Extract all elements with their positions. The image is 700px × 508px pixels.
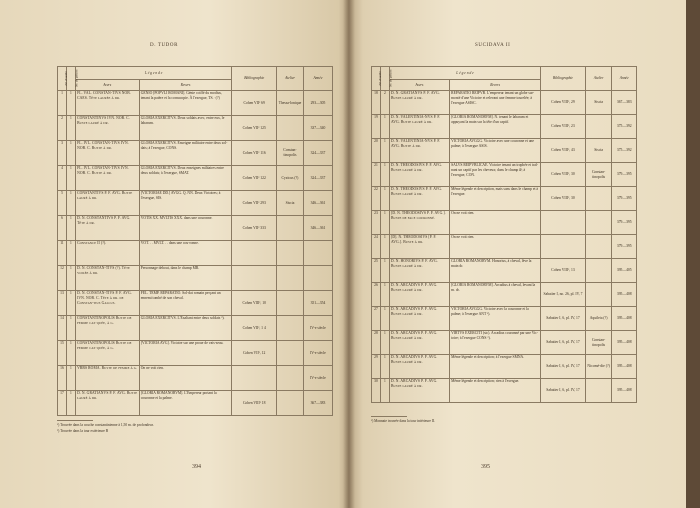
- avers-legend-cell: FL. VAL. CONSTAN-TIVS NOB. CAES. Tête laurée à dr.: [75, 91, 139, 116]
- row-number-cell: 12: [58, 266, 67, 291]
- table-row: [372, 379, 637, 403]
- bibliography-cell: [232, 241, 277, 266]
- bibliography-cell: [232, 266, 277, 291]
- avers-legend-cell: D. N. GRATIANVS P. F. AVG. Buste lauré à dr.: [75, 391, 139, 416]
- atelier-cell: Constan-tinopolis: [277, 141, 304, 166]
- row-number-cell: 14: [58, 316, 67, 341]
- revers-legend-cell: VOTIS XX. MVLTIS XXX. dans une couronne.: [139, 216, 232, 241]
- avers-legend-cell: D. N. CONSTAN-TIVS (?). Tête voilée à dr.: [75, 266, 139, 291]
- piece-count-cell: 1: [380, 235, 389, 259]
- year-cell: 379—395: [612, 163, 637, 187]
- piece-count-cell: 1: [66, 166, 75, 191]
- left-page: [0, 0, 349, 508]
- year-cell: 346—361: [303, 191, 332, 216]
- table-row: [372, 331, 637, 355]
- piece-count-cell: 1: [380, 355, 389, 379]
- revers-legend-cell: REPARATIO REIPVB. L'empereur tenant un globe sur-monté d'une Victoire et relevant une femme tourelée; à l'exergue ASISC.: [449, 91, 540, 115]
- header-legende: L é g e n d e: [75, 67, 231, 80]
- bibliography-cell: Cohen VII² 69: [232, 91, 277, 116]
- atelier-cell: Constan-tinopolis: [585, 331, 612, 355]
- table-row: [58, 291, 333, 316]
- year-cell: IV-e siècle: [303, 366, 332, 391]
- table-row: [372, 187, 637, 211]
- left-footnote-2: ²) Trouvée dans la tour extérieure B: [57, 429, 109, 433]
- atelier-cell: [277, 366, 304, 391]
- header-bibliographie: Bibliographie: [232, 67, 277, 91]
- header-bibliographie: Bibliographie: [541, 67, 586, 91]
- row-number-cell: 18: [372, 91, 381, 115]
- atelier-cell: [585, 379, 612, 403]
- row-number-cell: 26: [372, 283, 381, 307]
- avers-legend-cell: VRBS ROMA. Buste de femme à g.: [75, 366, 139, 391]
- revers-legend-cell: Même légende et description, mais sans dans le champ et à l'exergue.: [449, 187, 540, 211]
- bibliography-cell: Cohen VIII², 30: [541, 163, 586, 187]
- year-cell: 375—392: [612, 115, 637, 139]
- bibliography-cell: Cohen VII² 122: [232, 166, 277, 191]
- book-edge: [686, 0, 700, 508]
- year-cell: 346—361: [303, 216, 332, 241]
- revers-legend-cell: GLORIA EXERCITVS. L'Exaltant entre deux soldats ³).: [139, 316, 232, 341]
- revers-legend-cell: GLORIA ROMANORVM. Honorius, à cheval, lève la main dr.: [449, 259, 540, 283]
- header-nr-piese: Nr. de pièces: [74, 69, 79, 88]
- avers-legend-cell: D. N. ARCADIVS P. F. AVG. Buste lauré à dr.: [389, 307, 449, 331]
- footnote-rule: [57, 420, 93, 421]
- piece-count-cell: 1: [380, 139, 389, 163]
- row-number-cell: 22: [372, 187, 381, 211]
- table-row: [58, 316, 333, 341]
- table-row: [58, 391, 333, 416]
- piece-count-cell: 1: [380, 307, 389, 331]
- row-number-cell: 30: [372, 379, 381, 403]
- row-number-cell: 5: [58, 191, 67, 216]
- atelier-cell: [277, 391, 304, 416]
- revers-legend-cell: [VICTORIA AVG]. Victoire sur une proue de vais-seau.: [139, 341, 232, 366]
- year-cell: [303, 241, 332, 266]
- right-page-number: 395: [481, 464, 490, 470]
- avers-legend-cell: D. N. CONSTAN-TIVS P. F. AVG. IVN. NOB. C. Tête à dr. de Constan-tius Gallus.: [75, 291, 139, 316]
- left-footnote-1: ¹) Trouvée dans la couche constantinienne à 1,50 m. de profondeur.: [57, 423, 154, 427]
- table-row: [58, 366, 333, 391]
- year-cell: 395—408: [612, 355, 637, 379]
- piece-count-cell: 1: [66, 316, 75, 341]
- header-annee: Année: [303, 67, 332, 91]
- avers-legend-cell: D. N. THEODOSIVS P. F. AVG. Buste lauré à dr.: [389, 187, 449, 211]
- avers-legend-cell: D. N. ARCADIVS P. F. AVG. Buste lauré à dr.: [389, 331, 449, 355]
- revers-legend-cell: [GLORIA ROMANORVM]. L'Empereur portant la couronne et la palme.: [139, 391, 232, 416]
- footnote-rule: [371, 416, 407, 417]
- right-running-head: SUCIDAVA II: [475, 43, 511, 48]
- avers-legend-cell: CONSTANTINOPOLIS Buste de femme cas-quée, à g.: [75, 341, 139, 366]
- atelier-cell: [277, 291, 304, 316]
- atelier-cell: [585, 235, 612, 259]
- piece-count-cell: 1: [66, 366, 75, 391]
- piece-count-cell: 1: [66, 91, 75, 116]
- revers-legend-cell: SALVS REIPVBLICAE. Victoire tenant un trophée et traî-nant un captif par les cheveux; dans le champ ₽; à l'exergue, CON.: [449, 163, 540, 187]
- book-gutter: [343, 0, 355, 508]
- bibliography-cell: Sabatier I, 6, pl. IV, 17: [541, 379, 586, 403]
- header-avers: Avers: [389, 80, 449, 91]
- table-row: [58, 216, 333, 241]
- year-cell: 351—354: [303, 291, 332, 316]
- year-cell: 375—392: [612, 139, 637, 163]
- atelier-cell: Nicomé-die (?): [585, 355, 612, 379]
- header-nr-ordine: Nr. d'ordre: [378, 71, 383, 86]
- header-avers: Avers: [75, 80, 139, 91]
- avers-legend-cell: D. N. ARCADIVS P. F. AVG. Buste lauré à dr.: [389, 283, 449, 307]
- piece-count-cell: 1: [380, 283, 389, 307]
- row-number-cell: 17: [58, 391, 67, 416]
- header-revers: Revers: [139, 80, 232, 91]
- piece-count-cell: 2: [380, 91, 389, 115]
- atelier-cell: Aquileia (?): [585, 307, 612, 331]
- year-cell: 395—408: [612, 283, 637, 307]
- header-revers: Revers: [449, 80, 540, 91]
- revers-legend-cell: On ne voit rien.: [139, 366, 232, 391]
- revers-legend-cell: [VICTORIAE DD.] AVGG. Q. NN. Deux Victoires; à l'exergue, SIS.: [139, 191, 232, 216]
- revers-legend-cell: Personnage debout, dans le champ MR.: [139, 266, 232, 291]
- revers-legend-cell: FEL. TEMP. REPARATIO. Sol-dat romain perçant un ennemi tombé de son cheval.: [139, 291, 232, 316]
- table-row: [372, 355, 637, 379]
- row-number-cell: 3: [58, 141, 67, 166]
- atelier-cell: Siscia: [585, 139, 612, 163]
- year-cell: 324—337: [303, 166, 332, 191]
- atelier-cell: [277, 241, 304, 266]
- avers-legend-cell: CONSTANTIVS P. F. AVG. Buste lauré à dr.: [75, 191, 139, 216]
- year-cell: IV-e siècle: [303, 316, 332, 341]
- revers-legend-cell: VOT. . . MVLT. . . dans une cou-ronne.: [139, 241, 232, 266]
- year-cell: IV-e siècle: [303, 341, 332, 366]
- revers-legend-cell: VICTORIA AVGGG. Victoire avec une couronne et une palme; à l'exergue ASIS.: [449, 139, 540, 163]
- avers-legend-cell: D. N. VALENTINIA-NVS P. F. AVG. Buste à dr.: [389, 139, 449, 163]
- header-annee: Année: [612, 67, 637, 91]
- row-number-cell: 11: [58, 241, 67, 266]
- right-footnote-1: ¹) Monnaie trouvée dans la tour intérieure II.: [371, 419, 436, 423]
- row-number-cell: 24: [372, 235, 381, 259]
- row-number-cell: 25: [372, 259, 381, 283]
- revers-legend-cell: GLORIA EXERCITVS. Enseigne militaire entre deux sol-dats; à l'exergue, CONS.: [139, 141, 232, 166]
- row-number-cell: 2: [58, 116, 67, 141]
- table-row: [372, 211, 637, 235]
- year-cell: 395—408: [612, 379, 637, 403]
- atelier-cell: [585, 259, 612, 283]
- piece-count-cell: 1: [66, 216, 75, 241]
- year-cell: 324—337: [303, 141, 332, 166]
- piece-count-cell: 1: [380, 187, 389, 211]
- bibliography-cell: [541, 211, 586, 235]
- row-number-cell: 19: [372, 115, 381, 139]
- row-number-cell: 16: [58, 366, 67, 391]
- bibliography-cell: Sabatier I, 6, pl. IV, 17: [541, 355, 586, 379]
- atelier-cell: [277, 216, 304, 241]
- piece-count-cell: 1: [66, 266, 75, 291]
- avers-legend-cell: [D. N. THEODOSIVS P. F. AVG.]. Buste de face couronné.: [389, 211, 449, 235]
- avers-legend-cell: Constance II (?).: [75, 241, 139, 266]
- header-atelier: Atelier: [585, 67, 612, 91]
- row-number-cell: 28: [372, 331, 381, 355]
- atelier-cell: [277, 316, 304, 341]
- piece-count-cell: 1: [380, 211, 389, 235]
- revers-legend-cell: Même légende et description; à l'exergue SMNA.: [449, 355, 540, 379]
- piece-count-cell: 1: [66, 141, 75, 166]
- table-row: [372, 115, 637, 139]
- atelier-cell: Cyzicus (?): [277, 166, 304, 191]
- avers-legend-cell: FL. IVL. CONSTAN-TIVS IVN. NOB. C. Buste à dr.: [75, 166, 139, 191]
- revers-legend-cell: Même légende et description; rien à l'exergue.: [449, 379, 540, 403]
- bibliography-cell: [541, 235, 586, 259]
- piece-count-cell: 1: [380, 379, 389, 403]
- avers-legend-cell: CONSTANTINVS IVN. NOB. C. Buste lauré à dr.: [75, 116, 139, 141]
- bibliography-cell: Cohen VIII², 10: [232, 291, 277, 316]
- header-nr-piese: Nr. de pièces: [388, 69, 393, 88]
- piece-count-cell: 1: [66, 116, 75, 141]
- piece-count-cell: 1: [66, 341, 75, 366]
- revers-legend-cell: On ne voit rien.: [449, 211, 540, 235]
- row-number-cell: 27: [372, 307, 381, 331]
- table-row: [58, 91, 333, 116]
- bibliography-cell: [232, 366, 277, 391]
- revers-legend-cell: GLORIA EXERCITVS. Deux soldats avec, entre eux, le labarum.: [139, 116, 232, 141]
- row-number-cell: 29: [372, 355, 381, 379]
- year-cell: [303, 266, 332, 291]
- piece-count-cell: 1: [66, 291, 75, 316]
- atelier-cell: [277, 341, 304, 366]
- bibliography-cell: Cohen VII² 293: [232, 191, 277, 216]
- revers-legend-cell: [GLORIA ROMANORVM]. N. tenant le labarum et appuyant la main sur la tête d'un captif.: [449, 115, 540, 139]
- atelier-cell: [585, 187, 612, 211]
- row-number-cell: 6: [58, 216, 67, 241]
- atelier-cell: [585, 283, 612, 307]
- revers-legend-cell: GENIO [POPVLI ROMANI]. Génie coiffé du modius, tenant la patère et la cornucopie. À l'exergue, TS. ·(?): [139, 91, 232, 116]
- piece-count-cell: 1: [380, 115, 389, 139]
- row-number-cell: 23: [372, 211, 381, 235]
- piece-count-cell: 1: [66, 241, 75, 266]
- avers-legend-cell: [D]. N. THEODOSIVS [P. F. AVG.]. Buste à dr.: [389, 235, 449, 259]
- year-cell: 293—305: [303, 91, 332, 116]
- atelier-cell: [585, 115, 612, 139]
- bibliography-cell: Sabatier I, no. 26, pl. IV, 7: [541, 283, 586, 307]
- table-row: [58, 166, 333, 191]
- year-cell: 367—383: [612, 91, 637, 115]
- bibliography-cell: Sabatier I, 6, pl. IV, 17: [541, 307, 586, 331]
- table-row: [58, 241, 333, 266]
- avers-legend-cell: D. N. VALENTINIA-NVS P. F. AVG. Buste lauré à dr.: [389, 115, 449, 139]
- bibliography-cell: Cohen VII² 116: [232, 141, 277, 166]
- right-coin-table: [371, 66, 637, 403]
- revers-legend-cell: VICTORIA AVGGG. Victoire avec la couronne et la palme; à l'exergue ANT ¹).: [449, 307, 540, 331]
- table-row: [58, 266, 333, 291]
- avers-legend-cell: D. N. ARCADIVS P. F. AVG. Buste lauré à dr.: [389, 355, 449, 379]
- piece-count-cell: 1: [380, 259, 389, 283]
- table-row: [372, 259, 637, 283]
- table-row: [372, 283, 637, 307]
- bibliography-cell: Cohen VIII² 18: [232, 391, 277, 416]
- table-row: [372, 235, 637, 259]
- bibliography-cell: Cohen VII², 1 4: [232, 316, 277, 341]
- year-cell: 395—408: [612, 331, 637, 355]
- row-number-cell: 1: [58, 91, 67, 116]
- atelier-cell: Siscia: [585, 91, 612, 115]
- piece-count-cell: 1: [380, 331, 389, 355]
- table-row: [372, 91, 637, 115]
- bibliography-cell: Sabatier I, 6, pl. IV, 17: [541, 331, 586, 355]
- table-row: [58, 191, 333, 216]
- revers-legend-cell: On ne voit rien.: [449, 235, 540, 259]
- avers-legend-cell: D. N. CONSTANTIVS P. F. AVG. Tête à dr.: [75, 216, 139, 241]
- avers-legend-cell: D. N. GRATIANVS P. F. AVG. Buste lauré à dr.: [389, 91, 449, 115]
- avers-legend-cell: D. N. ARCADIVS P. F. AVG. Buste lauré à dr.: [389, 379, 449, 403]
- atelier-cell: Constan-tinopolis: [585, 163, 612, 187]
- table-row: [372, 307, 637, 331]
- bibliography-cell: Cohen VIII², 30: [541, 187, 586, 211]
- year-cell: 337—340: [303, 116, 332, 141]
- atelier-cell: Thessa-lonique: [277, 91, 304, 116]
- header-legende: L é g e n d e: [389, 67, 540, 80]
- avers-legend-cell: D. N. THEODOSIVS P. F. AVG. Buste lauré à dr.: [389, 163, 449, 187]
- left-page-number: 394: [192, 464, 201, 470]
- row-number-cell: 21: [372, 163, 381, 187]
- right-page: [349, 0, 700, 508]
- avers-legend-cell: CONSTANTINOPOLIS Buste de femme cas-quée, à g.: [75, 316, 139, 341]
- bibliography-cell: Cohen VII² 125: [232, 116, 277, 141]
- bibliography-cell: Cohen VIII², 43: [541, 139, 586, 163]
- piece-count-cell: 1: [380, 163, 389, 187]
- year-cell: 379—395: [612, 187, 637, 211]
- table-row: [58, 341, 333, 366]
- revers-legend-cell: VIRTVS EXERCITI (sic). Arcadius couronné par une Vic-toire; à l'exergue CONS ²).: [449, 331, 540, 355]
- revers-legend-cell: GLORIA EXERCITVS. Deux enseignes militaires entre deux soldats; à l'exergue, SMAT.: [139, 166, 232, 191]
- year-cell: 367—383: [303, 391, 332, 416]
- row-number-cell: 15: [58, 341, 67, 366]
- row-number-cell: 13: [58, 291, 67, 316]
- bibliography-cell: Cohen VIII², 13: [541, 259, 586, 283]
- bibliography-cell: Cohen VII², 12: [232, 341, 277, 366]
- table-row: [58, 141, 333, 166]
- left-coin-table: [57, 66, 333, 416]
- revers-legend-cell: [GLORIA ROMANORVM]. Arcadius à cheval, levant la m. dr.: [449, 283, 540, 307]
- year-cell: 395—405: [612, 259, 637, 283]
- piece-count-cell: 1: [66, 391, 75, 416]
- row-number-cell: 20: [372, 139, 381, 163]
- atelier-cell: Siscia: [277, 191, 304, 216]
- bibliography-cell: Cohen VIII², 23: [541, 115, 586, 139]
- atelier-cell: [585, 211, 612, 235]
- table-row: [372, 139, 637, 163]
- header-nr-ordine: Nr. d'ordre: [64, 71, 69, 86]
- bibliography-cell: Cohen VIII², 29: [541, 91, 586, 115]
- avers-legend-cell: D. N. HONORIVS P. F. AVG. Buste lauré à dr.: [389, 259, 449, 283]
- row-number-cell: 4: [58, 166, 67, 191]
- piece-count-cell: 1: [66, 191, 75, 216]
- year-cell: 379—395: [612, 235, 637, 259]
- year-cell: 379—395: [612, 211, 637, 235]
- left-running-head: D. TUDOR: [150, 43, 179, 48]
- year-cell: 395—408: [612, 307, 637, 331]
- avers-legend-cell: FL. IVL. CONSTAN-TIVS IVN. NOB. C. Buste à dr.: [75, 141, 139, 166]
- table-row: [372, 163, 637, 187]
- atelier-cell: [277, 116, 304, 141]
- table-row: [58, 116, 333, 141]
- atelier-cell: [277, 266, 304, 291]
- bibliography-cell: Cohen VII² 333: [232, 216, 277, 241]
- header-atelier: Atelier: [277, 67, 304, 91]
